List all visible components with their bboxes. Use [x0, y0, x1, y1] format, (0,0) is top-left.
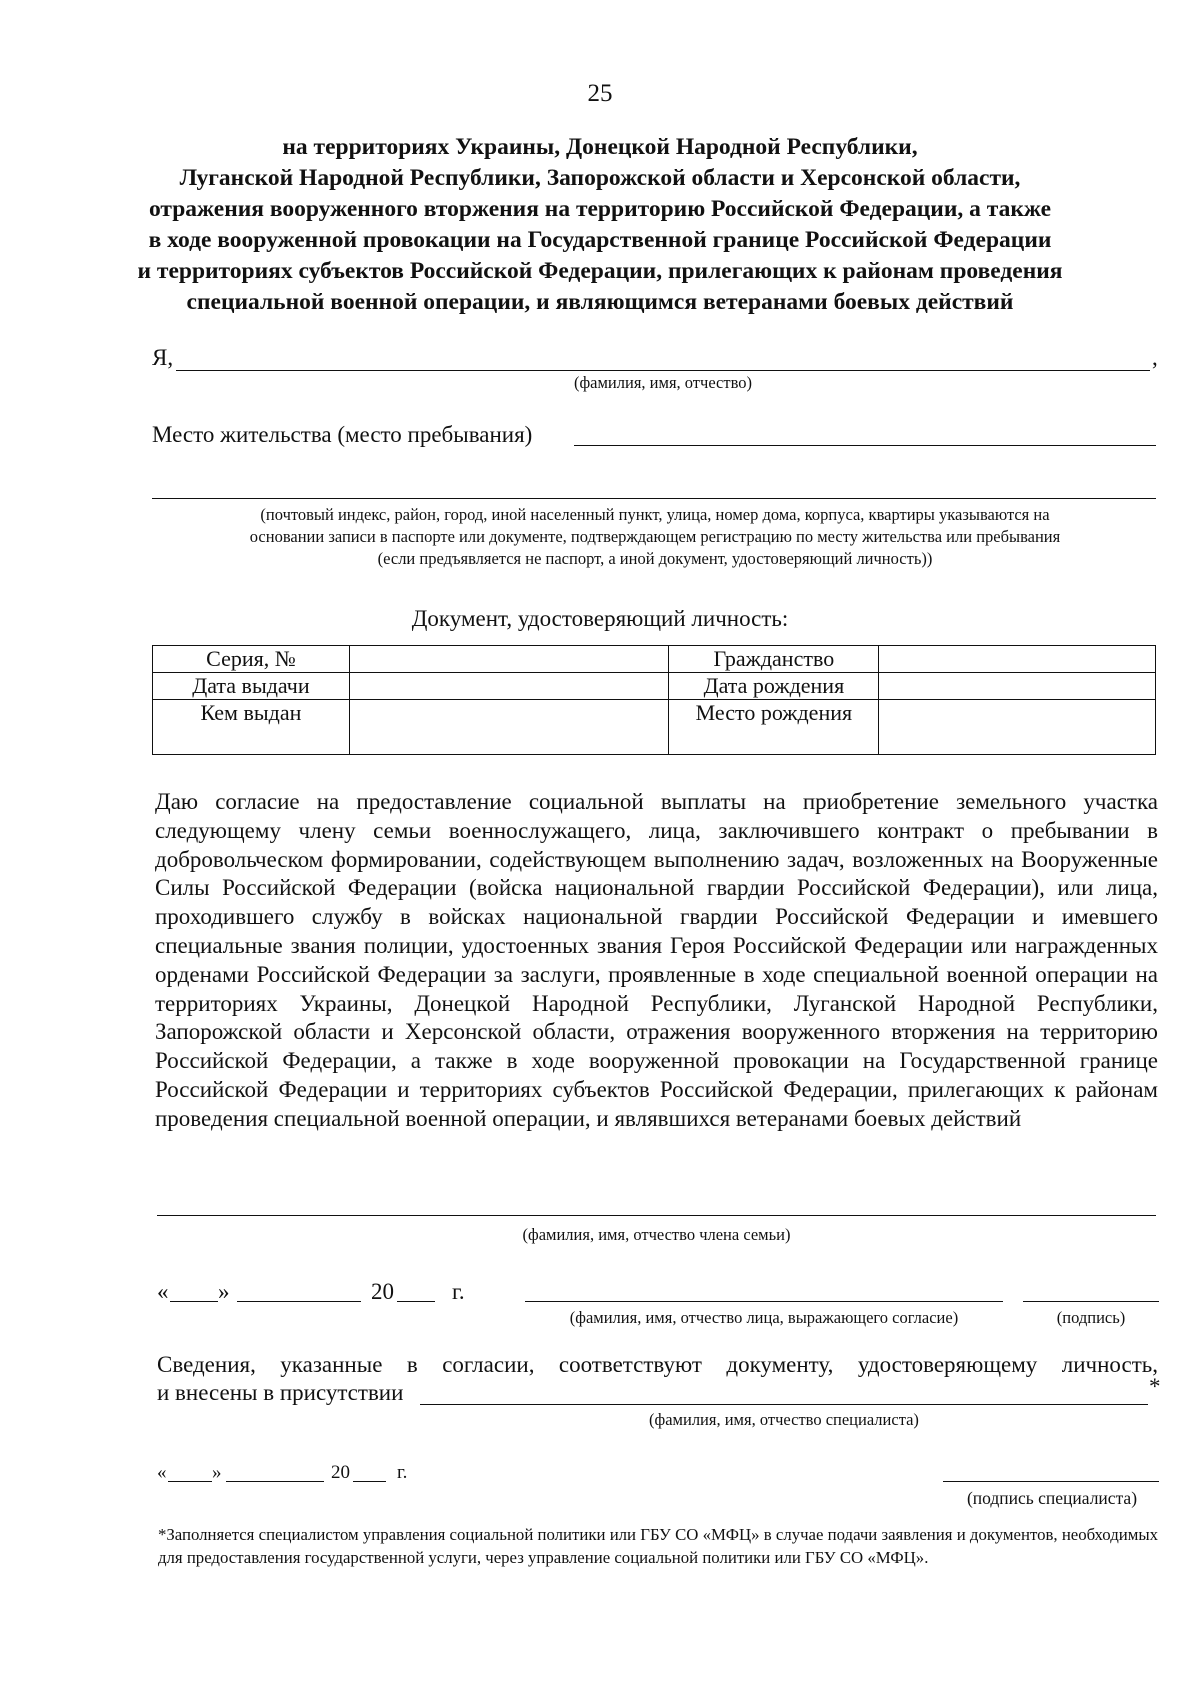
date2-year-prefix: 20: [331, 1462, 350, 1483]
table-row: [153, 673, 1156, 700]
birth-date-label: Дата рождения: [669, 673, 879, 700]
consent-paragraph: Даю согласие на предоставление социальной выплаты на приобретение земельного участка следующему члену семьи военнослужащего, лица, заключившего контракт о пребывании в добровольческом формировании, содействующем выполнению задач, возложенных на Вооруженные Силы Российской Федерации (войска национальной гвардии Российской Федерации), или лица, проходившего службу в войсках национальной гвардии Российской Федерации и имевшего специальные звания полиции, удостоенных звания Героя Российской Федерации или награжденных орденами Российской Федерации за заслуги, проявленные в ходе специальной военной операции на территориях Украины, Донецкой Народной Республики, Луганской Народной Республики, Запорожской области и Херсонской области, отражения вооруженного вторжения на территорию Российской Федерации, а также в ходе вооруженной провокации на Государственной границе Российской Федерации и территориях субъектов Российской Федерации, прилегающих к районам проведения специальной военной операции, и являвшихся ветеранами боевых действий: [155, 789, 1158, 1131]
title-line: на территориях Украины, Донецкой Народной Республики,: [282, 134, 918, 160]
birth-place-label: Место рождения: [669, 700, 879, 755]
consenting-person-hint: (фамилия, имя, отчество лица, выражающего согласие): [569, 1308, 959, 1327]
issue-date-label: Дата выдачи: [153, 673, 350, 700]
applicant-suffix: ,: [1152, 345, 1158, 370]
birth-place-cell[interactable]: [879, 700, 1156, 755]
footnote: *Заполняется специалистом управления социальной политики или ГБУ СО «МФЦ» в случае подачи заявления и документов, необходимых для предоставления государственной услуги, через управление социальной политики или ГБУ СО «МФЦ».: [158, 1525, 1158, 1567]
title-line: отражения вооруженного вторжения на территорию Российской Федерации, а также: [148, 196, 1052, 222]
issue-date-cell[interactable]: [349, 673, 669, 700]
family-member-hint: (фамилия, имя, отчество члена семьи): [522, 1225, 791, 1244]
signature-field[interactable]: [1023, 1301, 1159, 1302]
date-year-suffix: г.: [452, 1279, 465, 1304]
specialist-name-field[interactable]: [420, 1404, 1148, 1405]
title-line: в ходе вооруженной провокации на Государственной границе Российской Федерации: [148, 227, 1052, 253]
date2-year-suffix: г.: [397, 1462, 408, 1483]
table-row: [153, 646, 1156, 673]
consenting-person-field[interactable]: [525, 1301, 1003, 1302]
specialist-signature-field[interactable]: [943, 1481, 1159, 1482]
date2-month-field[interactable]: [226, 1481, 324, 1482]
date-year-prefix: 20: [371, 1279, 394, 1304]
applicant-name-hint: (фамилия, имя, отчество): [573, 373, 753, 392]
signature-hint: (подпись): [1056, 1308, 1126, 1327]
date-year-field[interactable]: [397, 1301, 435, 1302]
residence-hint-line: (если предъявляется не паспорт, а иной документ, удостоверяющий личность)): [377, 549, 933, 568]
table-row: [153, 700, 1156, 755]
residence-hint-line: (почтовый индекс, район, город, иной населенный пункт, улица, номер дома, корпуса, квартиры указываются на: [260, 505, 1050, 524]
id-document-table: [152, 645, 1156, 755]
applicant-prefix: Я,: [152, 345, 174, 370]
form-title: [100, 132, 1100, 318]
date2-day-field[interactable]: [168, 1481, 212, 1482]
page-number: 25: [587, 80, 613, 107]
residence-field-line-2[interactable]: [152, 498, 1156, 499]
birth-date-cell[interactable]: [879, 673, 1156, 700]
series-number-label: Серия, №: [153, 646, 350, 673]
date-day-field[interactable]: [170, 1301, 218, 1302]
residence-label: Место жительства (место пребывания): [152, 422, 533, 447]
citizenship-cell[interactable]: [879, 646, 1156, 673]
citizenship-label: Гражданство: [669, 646, 879, 673]
date2-open-quote: «: [157, 1462, 167, 1483]
issued-by-label: Кем выдан: [153, 700, 350, 755]
id-document-heading: Документ, удостоверяющий личность:: [411, 606, 789, 631]
series-number-cell[interactable]: [349, 646, 669, 673]
date-month-field[interactable]: [237, 1301, 361, 1302]
specialist-signature-hint: (подпись специалиста): [966, 1488, 1138, 1508]
residence-hint: [140, 504, 1170, 570]
date-close-quote: »: [218, 1279, 230, 1304]
family-member-field[interactable]: [157, 1215, 1156, 1216]
title-line: Луганской Народной Республики, Запорожской области и Херсонской области,: [179, 165, 1021, 191]
date-open-quote: «: [157, 1279, 169, 1304]
title-line: и территориях субъектов Российской Федерации, прилегающих к районам проведения: [137, 258, 1063, 284]
residence-field[interactable]: [574, 445, 1156, 446]
issued-by-cell[interactable]: [349, 700, 669, 755]
verification-line-1: Сведения, указанные в согласии, соответствуют документу, удостоверяющему личность,: [157, 1352, 1158, 1377]
date2-close-quote: »: [212, 1462, 222, 1483]
applicant-name-field[interactable]: [176, 370, 1150, 371]
specialist-name-hint: (фамилия, имя, отчество специалиста): [649, 1410, 919, 1429]
date2-year-field[interactable]: [353, 1481, 386, 1482]
residence-hint-line: основании записи в паспорте или документе, подтверждающем регистрацию по месту жительства или пребывания: [249, 527, 1061, 546]
verification-asterisk: *: [1149, 1374, 1161, 1399]
verification-line-2-prefix: и внесены в присутствии: [157, 1380, 404, 1405]
title-line: специальной военной операции, и являющимся ветеранами боевых действий: [186, 289, 1014, 315]
